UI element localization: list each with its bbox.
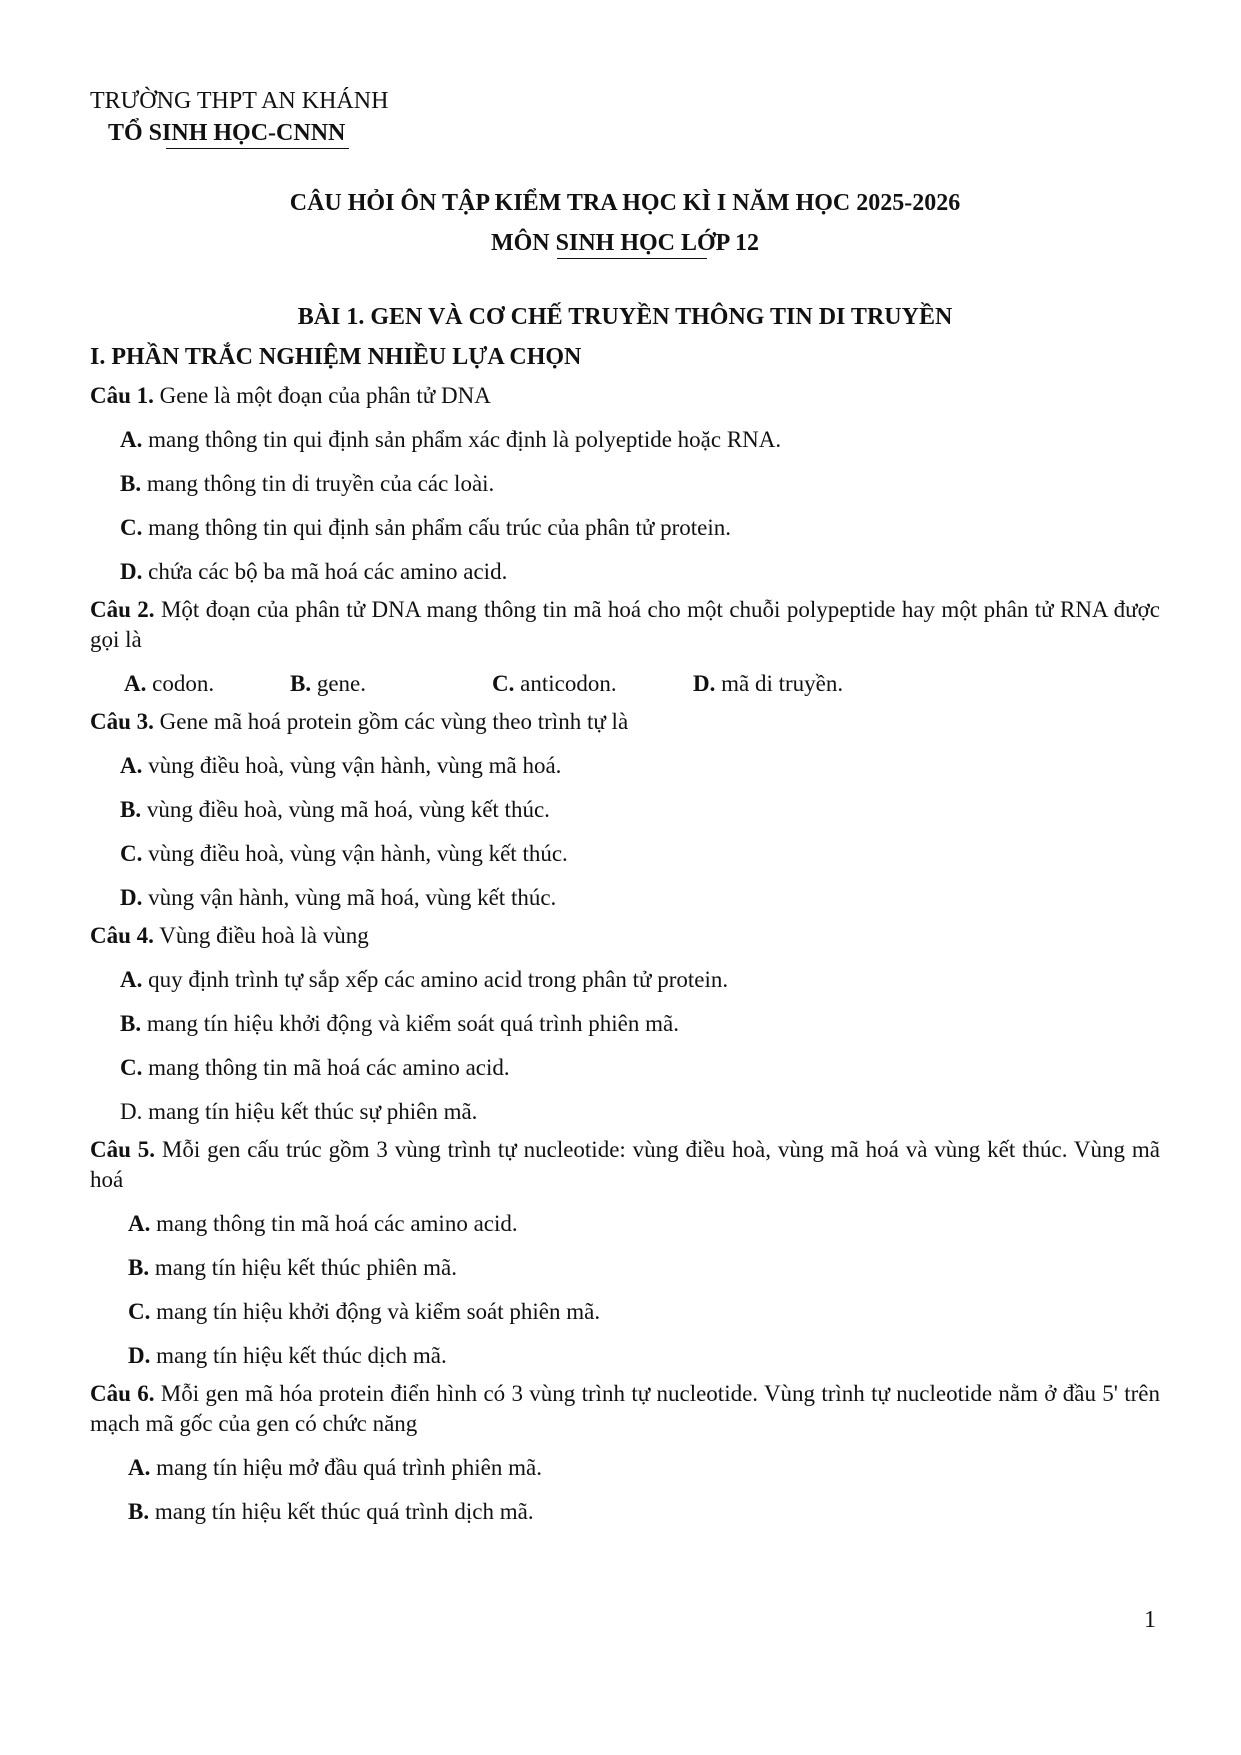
question-5-option-c: C. mang tín hiệu khởi động và kiểm soát phiên mã.	[128, 1299, 601, 1324]
question-6-option-b: B. mang tín hiệu kết thúc quá trình dịch mã.	[128, 1499, 534, 1524]
question-4-option-a: A. quy định trình tự sắp xếp các amino acid trong phân tử protein.	[120, 967, 729, 992]
department-underline	[166, 148, 349, 149]
question-3-option-b: B. vùng điều hoà, vùng mã hoá, vùng kết thúc.	[120, 797, 550, 822]
question-2-option-a: A. codon.	[124, 671, 215, 696]
department-name: TỔ SINH HỌC-CNNN	[108, 117, 345, 149]
question-3-option-d: D. vùng vận hành, vùng mã hoá, vùng kết thúc.	[120, 885, 557, 910]
question-5-option-a: A. mang thông tin mã hoá các amino acid.	[128, 1211, 518, 1236]
question-2-option-b: B. gene.	[290, 671, 367, 696]
question-6-option-a: A. mang tín hiệu mở đầu quá trình phiên mã.	[128, 1455, 542, 1480]
subject-title: MÔN SINH HỌC LỚP 12	[491, 227, 759, 259]
document-page	[90, 85, 1160, 1527]
question-1-option-c: C. mang thông tin qui định sản phẩm cấu trúc của phân tử protein.	[120, 515, 731, 540]
school-name: TRƯỜNG THPT AN KHÁNH	[90, 88, 389, 114]
part-heading: I. PHẦN TRẮC NGHIỆM NHIỀU LỰA CHỌN	[90, 344, 582, 370]
question-3: Câu 3. Gene mã hoá protein gồm các vùng theo trình tự là	[90, 709, 629, 734]
exam-title: CÂU HỎI ÔN TẬP KIỂM TRA HỌC KÌ I NĂM HỌC 2025-2026	[289, 190, 961, 216]
question-4: Câu 4. Vùng điều hoà là vùng	[90, 923, 369, 948]
question-1-option-b: B. mang thông tin di truyền của các loài.	[120, 471, 495, 496]
subject-underline	[557, 258, 707, 259]
question-2: Câu 2. Một đoạn của phân tử DNA mang thông tin mã hoá cho một chuỗi polypeptide hay một phân tử RNA được gọi là	[90, 597, 1161, 652]
question-5-option-b: B. mang tín hiệu kết thúc phiên mã.	[128, 1255, 457, 1280]
question-5-option-d: D. mang tín hiệu kết thúc dịch mã.	[128, 1343, 447, 1368]
page-number: 1	[1144, 1607, 1156, 1633]
question-4-option-c: C. mang thông tin mã hoá các amino acid.	[120, 1055, 510, 1080]
question-5: Câu 5. Mỗi gen cấu trúc gồm 3 vùng trình tự nucleotide: vùng điều hoà, vùng mã hoá và vùng kết thúc. Vùng mã hoá	[90, 1137, 1161, 1192]
question-6: Câu 6. Mỗi gen mã hóa protein điển hình có 3 vùng trình tự nucleotide. Vùng trình tự nucleotide nằm ở đầu 5' trên mạch mã gốc của gen có chức năng	[90, 1381, 1161, 1436]
lesson-title: BÀI 1. GEN VÀ CƠ CHẾ TRUYỀN THÔNG TIN DI TRUYỀN	[297, 304, 953, 330]
question-3-option-c: C. vùng điều hoà, vùng vận hành, vùng kết thúc.	[120, 841, 568, 866]
question-2-options-row	[90, 669, 1160, 699]
question-1-option-a: A. mang thông tin qui định sản phẩm xác định là polyeptide hoặc RNA.	[120, 427, 782, 452]
question-2-option-d: D. mã di truyền.	[693, 671, 844, 696]
question-4-option-b: B. mang tín hiệu khởi động và kiểm soát quá trình phiên mã.	[120, 1011, 679, 1036]
question-2-option-c: C. anticodon.	[492, 671, 617, 696]
question-1-option-d: D. chứa các bộ ba mã hoá các amino acid.	[120, 559, 508, 584]
question-4-option-d: D. mang tín hiệu kết thúc sự phiên mã.	[120, 1099, 478, 1124]
question-1: Câu 1. Gene là một đoạn của phân tử DNA	[90, 383, 491, 408]
question-3-option-a: A. vùng điều hoà, vùng vận hành, vùng mã hoá.	[120, 753, 562, 778]
